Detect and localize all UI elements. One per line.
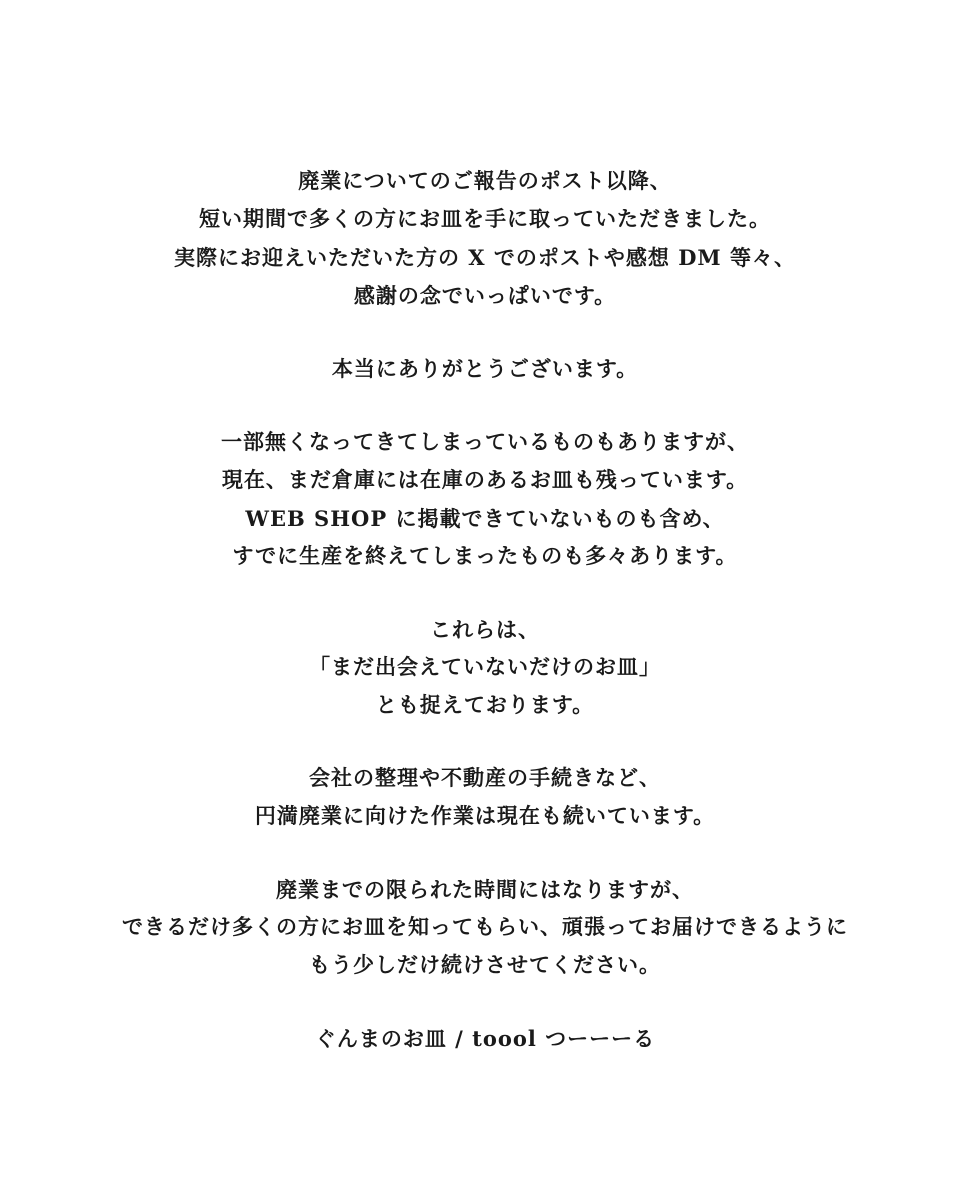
paragraph-5-line-2: 円満廃業に向けた作業は現在も続いています。 (254, 803, 716, 828)
paragraph-1-line-1: 廃業についてのご報告のポスト以降、 (298, 168, 672, 193)
paragraph-4-line-1: これらは、 (430, 617, 540, 642)
paragraph-1-line-4: 感謝の念でいっぱいです。 (353, 283, 617, 308)
signature: ぐんまのお皿 / toool つーーーる (314, 1026, 656, 1051)
paragraph-6-line-1: 廃業までの限られた時間にはなりますが、 (276, 877, 694, 902)
paragraph-6-line-2: できるだけ多くの方にお皿を知ってもらい、頑張ってお届けできるように (122, 914, 848, 939)
paragraph-3-line-2: 現在、まだ倉庫には在庫のあるお皿も残っています。 (221, 467, 749, 492)
paragraph-1-line-2: 短い期間で多くの方にお皿を手に取っていただきました。 (199, 206, 771, 231)
paragraph-6-line-3: もう少しだけ続けさせてください。 (309, 952, 661, 977)
paragraph-5-line-1: 会社の整理や不動産の手続きなど、 (309, 765, 661, 790)
paragraph-2-line-1: 本当にありがとうございます。 (331, 356, 639, 381)
paragraph-4-line-2: 「まだ出会えていないだけのお皿」 (309, 654, 661, 679)
paragraph-3-line-4: すでに生産を終えてしまったものも多々あります。 (232, 543, 738, 568)
paragraph-3-line-1: 一部無くなってきてしまっているものもありますが、 (221, 429, 749, 454)
paragraph-3-line-3: WEB SHOP に掲載できていないものも含め、 (245, 506, 725, 531)
paragraph-4-line-3: とも捉えております。 (375, 692, 595, 717)
paragraph-1-line-3: 実際にお迎えいただいた方の X でのポストや感想 DM 等々、 (174, 245, 796, 270)
